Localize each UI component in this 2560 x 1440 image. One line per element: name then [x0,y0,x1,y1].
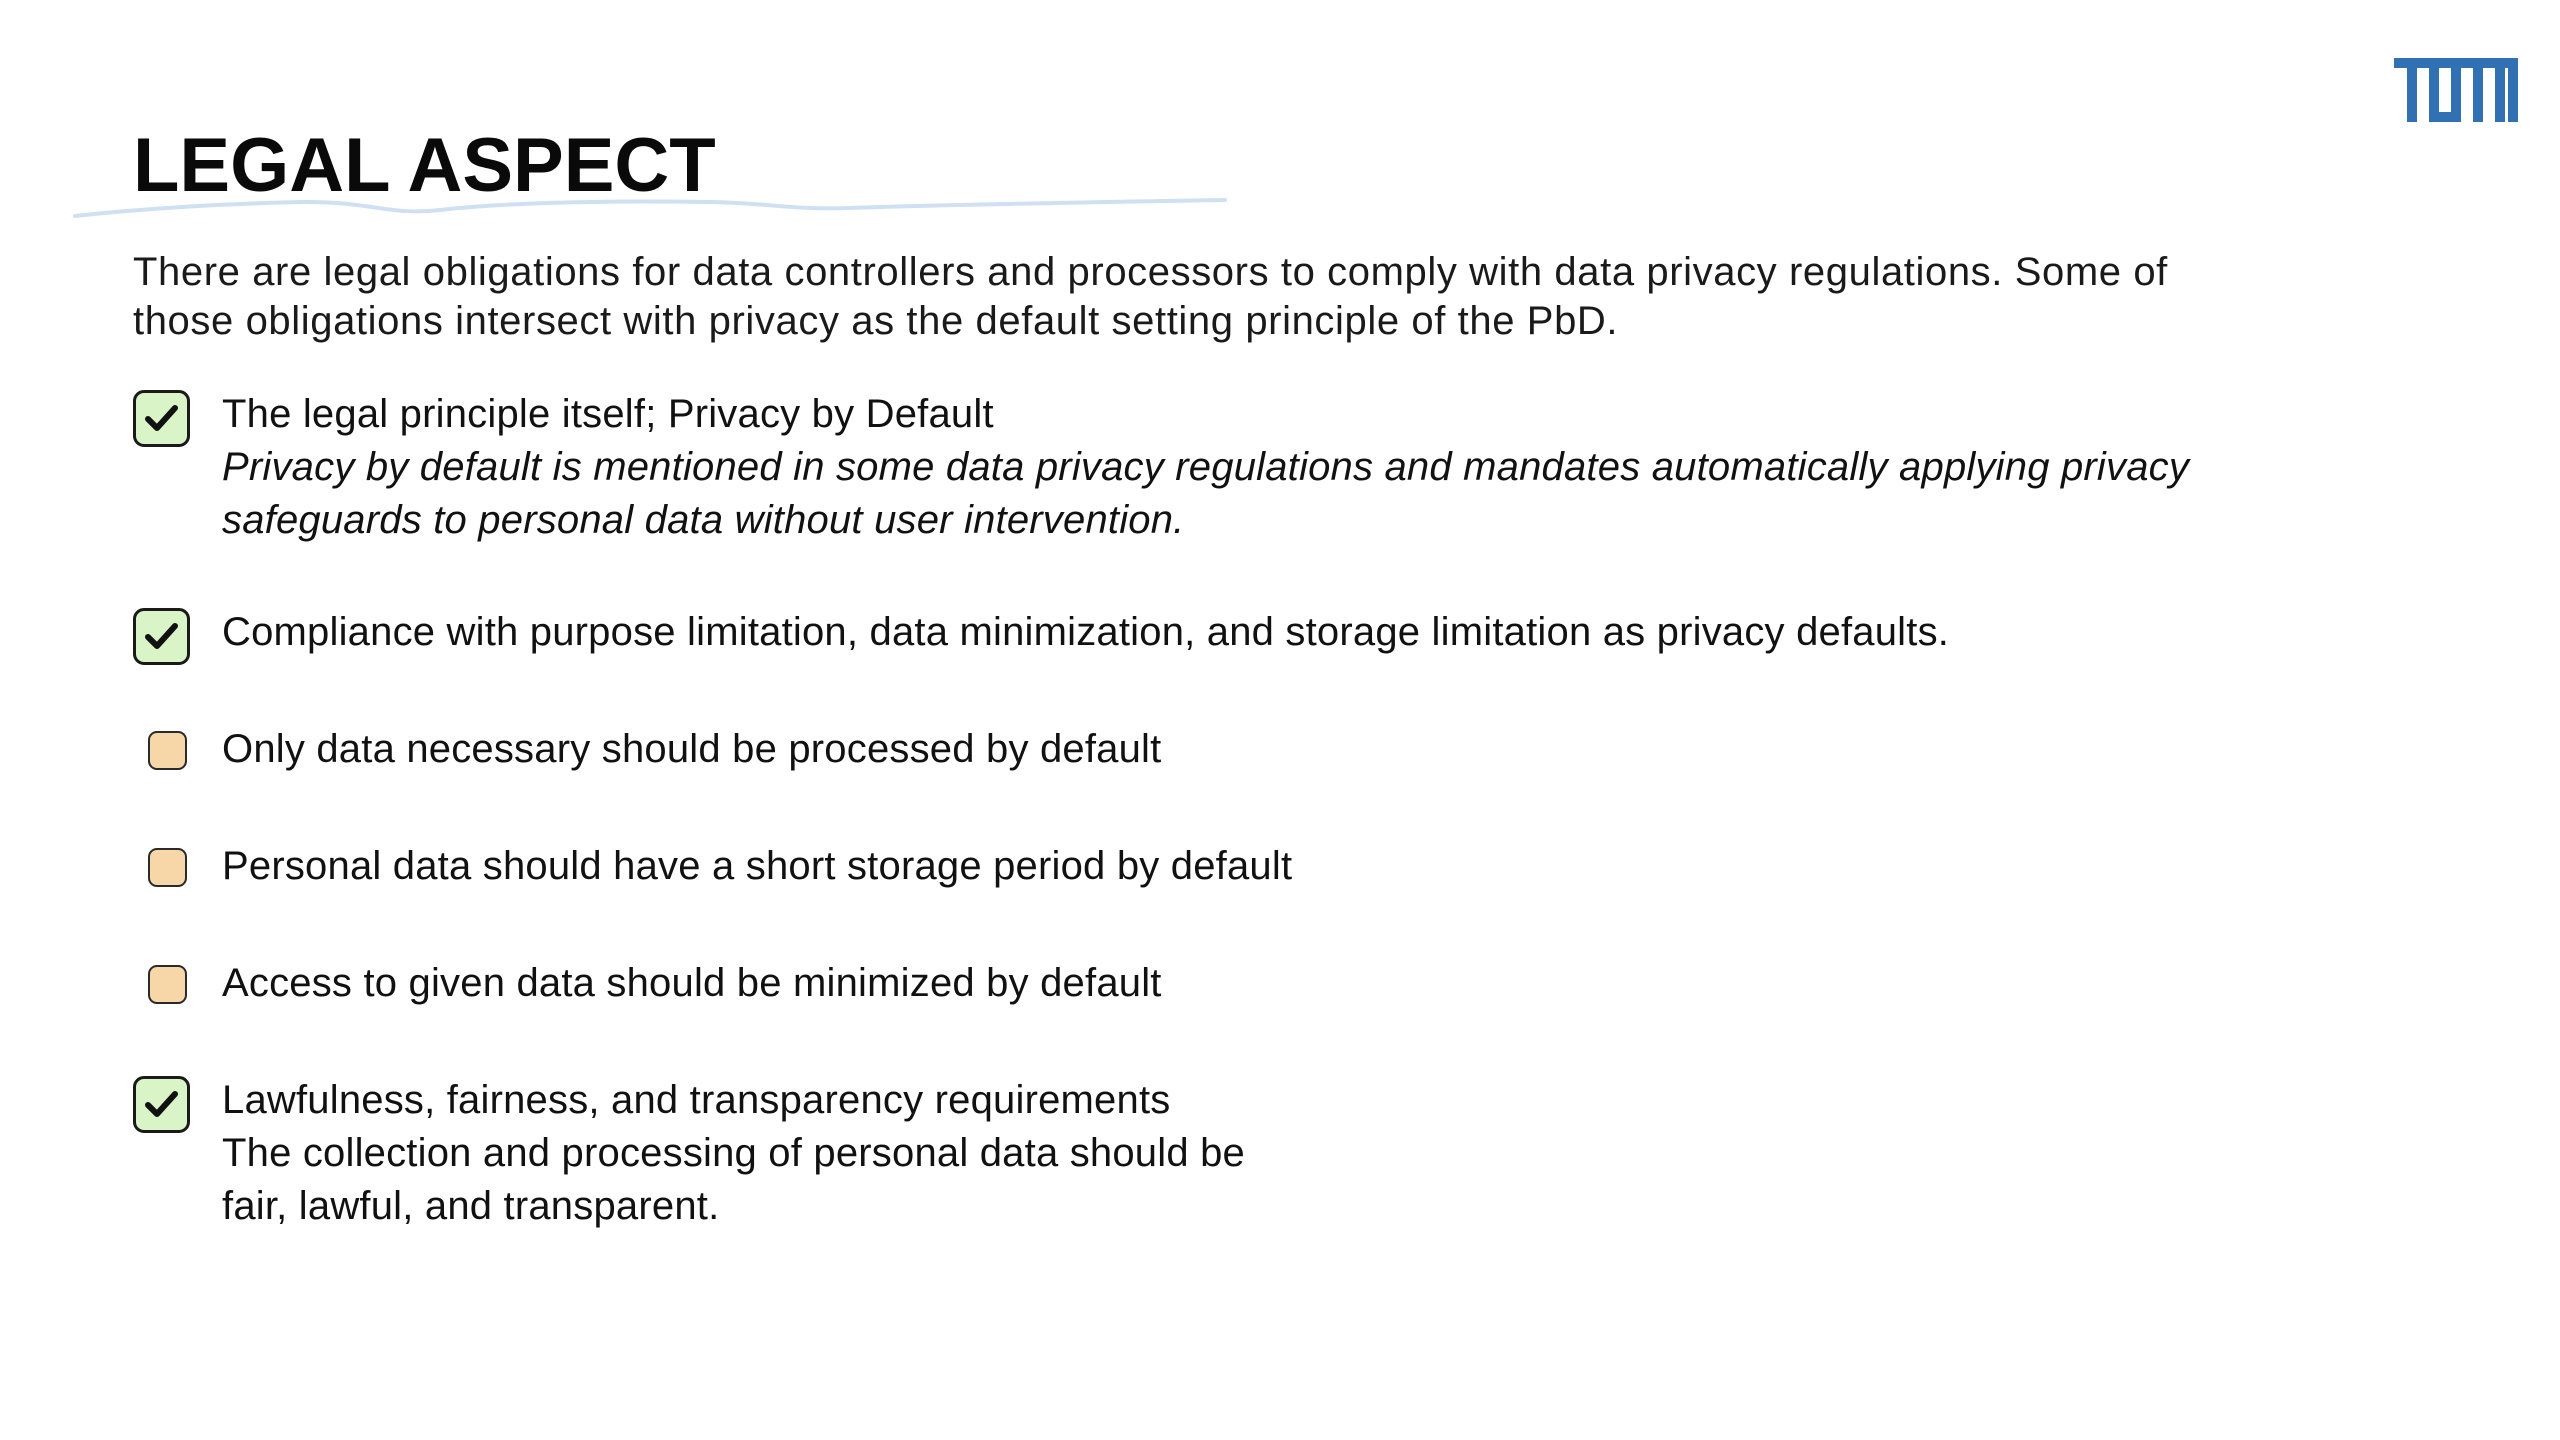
item-text [222,1074,2422,1233]
checkmark-icon [145,622,178,650]
item-detail: The collection and processing of personal data should be [222,1131,1245,1175]
intro-paragraph [133,248,2433,346]
item-detail: Privacy by default is mentioned in some data privacy regulations and mandates automatically applying privacy [222,445,2190,489]
checkmark-icon [145,404,178,432]
item-text [222,957,2422,1010]
checked-checkbox[interactable] [133,390,190,447]
title-underline-decoration [70,190,1230,220]
intro-line: those obligations intersect with privacy as the default setting principle of the PbD. [133,299,1619,343]
item-text [222,606,2422,659]
item-heading: Lawfulness, fairness, and transparency requirements [222,1078,1171,1122]
item-detail: fair, lawful, and transparent. [222,1184,720,1228]
item-text [222,840,2422,893]
item-heading: The legal principle itself; Privacy by Default [222,392,994,436]
checked-checkbox[interactable] [133,1076,190,1133]
item-text [222,723,2422,776]
item-text [222,388,2422,547]
checkmark-icon [145,1090,178,1118]
item-heading: Access to given data should be minimized by default [222,961,1162,1005]
intro-line: There are legal obligations for data controllers and processors to comply with data privacy regulations. Some of [133,250,2168,294]
unchecked-checkbox[interactable] [148,965,187,1004]
item-heading: Compliance with purpose limitation, data minimization, and storage limitation as privacy defaults. [222,610,1950,654]
slide-title: LEGAL ASPECT [133,123,716,208]
unchecked-checkbox[interactable] [148,848,187,887]
item-detail: safeguards to personal data without user intervention. [222,498,1185,542]
item-heading: Only data necessary should be processed by default [222,727,1162,771]
checked-checkbox[interactable] [133,608,190,665]
tum-logo-icon [2394,58,2518,122]
item-heading: Personal data should have a short storage period by default [222,844,1293,888]
unchecked-checkbox[interactable] [148,731,187,770]
